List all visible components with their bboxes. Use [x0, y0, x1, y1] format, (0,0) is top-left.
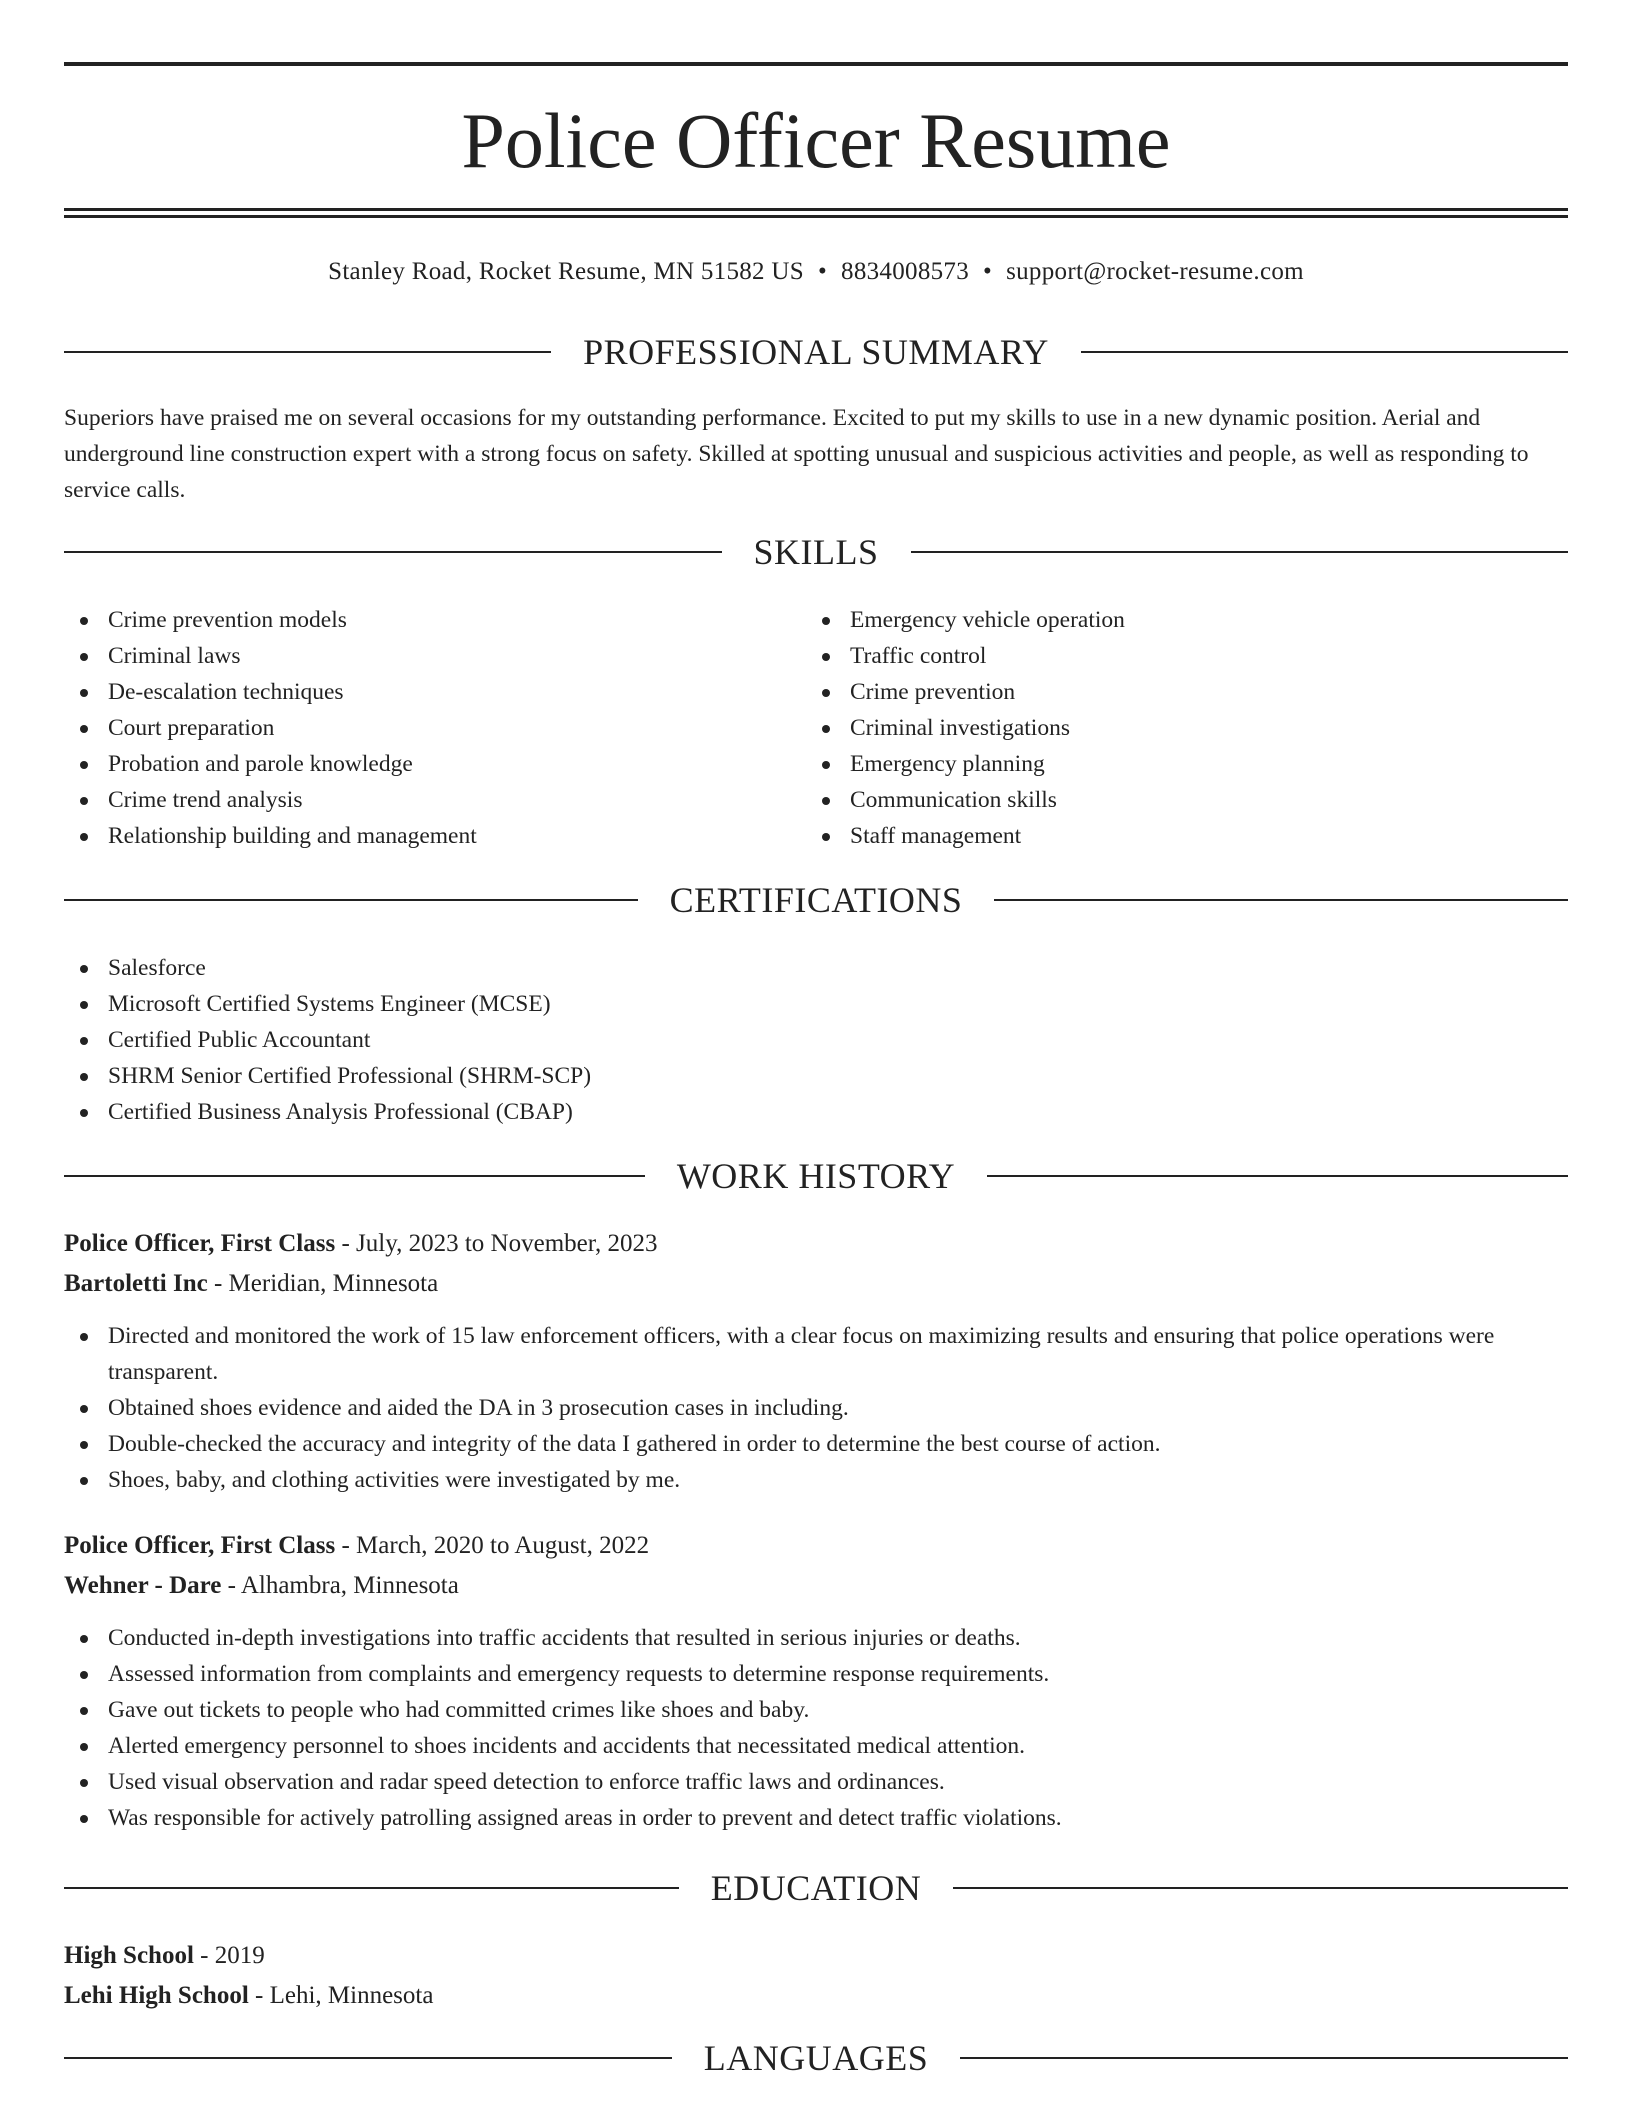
- certification-item: SHRM Senior Certified Professional (SHRM-SCP): [64, 1058, 1568, 1094]
- skills-column-right: [806, 602, 1526, 854]
- title-double-rule: [64, 208, 1568, 218]
- job-title: Police Officer, First Class: [64, 1532, 336, 1559]
- certification-item: Certified Business Analysis Professional (CBAP): [64, 1094, 1568, 1130]
- job-entry: [64, 1528, 1568, 1836]
- section-rule: [994, 899, 1568, 901]
- skill-item: Criminal investigations: [806, 710, 1526, 746]
- section-header-skills: [64, 530, 1568, 574]
- section-title-summary: PROFESSIONAL SUMMARY: [583, 332, 1049, 372]
- skill-item: Court preparation: [64, 710, 784, 746]
- job-company: Wehner - Dare: [64, 1572, 222, 1599]
- section-rule: [987, 1175, 1568, 1177]
- contact-phone: 8834008573: [841, 258, 970, 285]
- skill-item: Communication skills: [806, 782, 1526, 818]
- skill-item: Emergency vehicle operation: [806, 602, 1526, 638]
- certification-item: Certified Public Accountant: [64, 1022, 1568, 1058]
- skill-item: Probation and parole knowledge: [64, 746, 784, 782]
- job-duty-item: Shoes, baby, and clothing activities were investigated by me.: [64, 1462, 1568, 1498]
- job-duty-item: Double-checked the accuracy and integrity of the data I gathered in order to determine the best course of action.: [64, 1426, 1568, 1462]
- skill-item: Criminal laws: [64, 638, 784, 674]
- section-header-education: [64, 1866, 1568, 1910]
- section-rule: [64, 899, 638, 901]
- job-duty-item: Was responsible for actively patrolling assigned areas in order to prevent and detect traffic violations.: [64, 1800, 1568, 1836]
- skill-item: Crime prevention: [806, 674, 1526, 710]
- education-entry: [64, 1938, 1568, 2014]
- resume-title: Police Officer Resume: [461, 97, 1171, 184]
- section-rule: [64, 2057, 672, 2059]
- job-company-line: [64, 1266, 1568, 1302]
- job-dates: - July, 2023 to November, 2023: [335, 1230, 658, 1257]
- education-year: - 2019: [193, 1942, 265, 1969]
- education-degree-line: [64, 1938, 1568, 1974]
- contact-email: support@rocket-resume.com: [1006, 258, 1304, 285]
- section-rule: [1081, 351, 1568, 353]
- skill-item: Crime prevention models: [64, 602, 784, 638]
- job-location: - Meridian, Minnesota: [207, 1270, 439, 1297]
- skill-item: Staff management: [806, 818, 1526, 854]
- skill-item: Emergency planning: [806, 746, 1526, 782]
- education-degree: High School: [64, 1942, 194, 1969]
- contact-address: Stanley Road, Rocket Resume, MN 51582 US: [328, 258, 804, 285]
- section-title-certifications: CERTIFICATIONS: [669, 880, 963, 920]
- skill-item: Crime trend analysis: [64, 782, 784, 818]
- job-duty-item: Conducted in-depth investigations into traffic accidents that resulted in serious injuries or deaths.: [64, 1620, 1568, 1656]
- contact-separator: •: [817, 258, 828, 285]
- education-school: Lehi High School: [64, 1982, 249, 2009]
- section-title-education: EDUCATION: [710, 1868, 922, 1908]
- section-header-work-history: [64, 1154, 1568, 1198]
- section-header-certifications: [64, 878, 1568, 922]
- section-header-languages: [64, 2036, 1568, 2080]
- skill-item: Traffic control: [806, 638, 1526, 674]
- certifications-list: [64, 950, 1568, 1130]
- education-location: - Lehi, Minnesota: [248, 1982, 434, 2009]
- summary-text: Superiors have praised me on several occasions for my outstanding performance. Excited to put my skills to use in a new dynamic position. Aerial and underground line construction expert with a strong focus on safety. Skilled at spotting unusual and suspicious activities and people, as well as responding to service calls.: [64, 405, 1529, 503]
- job-duty-item: Directed and monitored the work of 15 law enforcement officers, with a clear focus on maximizing results and ensuring that police operations were transparent.: [64, 1318, 1568, 1390]
- section-title-skills: SKILLS: [753, 532, 879, 572]
- skills-column-left: [64, 602, 784, 854]
- section-rule: [64, 1175, 645, 1177]
- contact-separator: •: [983, 258, 993, 285]
- job-company-line: [64, 1568, 1568, 1604]
- job-location: - Alhambra, Minnesota: [221, 1572, 459, 1599]
- job-duty-item: Alerted emergency personnel to shoes incidents and accidents that necessitated medical attention.: [64, 1728, 1568, 1764]
- skill-item: Relationship building and management: [64, 818, 784, 854]
- certifications-block: [64, 950, 1568, 1130]
- section-rule: [64, 351, 551, 353]
- job-title: Police Officer, First Class: [64, 1230, 336, 1257]
- job-duty-item: Used visual observation and radar speed detection to enforce traffic laws and ordinances.: [64, 1764, 1568, 1800]
- section-rule: [64, 551, 722, 553]
- job-company: Bartoletti Inc: [64, 1270, 208, 1297]
- job-title-line: [64, 1226, 1568, 1262]
- certification-item: Salesforce: [64, 950, 1568, 986]
- section-title-languages: LANGUAGES: [703, 2038, 929, 2078]
- section-rule: [64, 1887, 679, 1889]
- section-rule: [953, 1887, 1568, 1889]
- job-title-line: [64, 1528, 1568, 1564]
- skill-item: De-escalation techniques: [64, 674, 784, 710]
- job-duties-list: [64, 1318, 1568, 1498]
- section-title-work-history: WORK HISTORY: [676, 1156, 956, 1196]
- skills-list-right: [806, 602, 1526, 854]
- section-rule: [960, 2057, 1568, 2059]
- job-duties-list: [64, 1620, 1568, 1836]
- job-dates: - March, 2020 to August, 2022: [335, 1532, 650, 1559]
- certification-item: Microsoft Certified Systems Engineer (MCSE): [64, 986, 1568, 1022]
- skills-list-left: [64, 602, 784, 854]
- section-rule: [911, 551, 1569, 553]
- job-duty-item: Assessed information from complaints and emergency requests to determine response requirements.: [64, 1656, 1568, 1692]
- job-duty-item: Gave out tickets to people who had committed crimes like shoes and baby.: [64, 1692, 1568, 1728]
- contact-line: [64, 254, 1568, 290]
- section-header-summary: [64, 330, 1568, 374]
- job-entry: [64, 1226, 1568, 1498]
- education-school-line: [64, 1978, 1568, 2014]
- job-duty-item: Obtained shoes evidence and aided the DA in 3 prosecution cases in including.: [64, 1390, 1568, 1426]
- top-rule: [64, 62, 1568, 66]
